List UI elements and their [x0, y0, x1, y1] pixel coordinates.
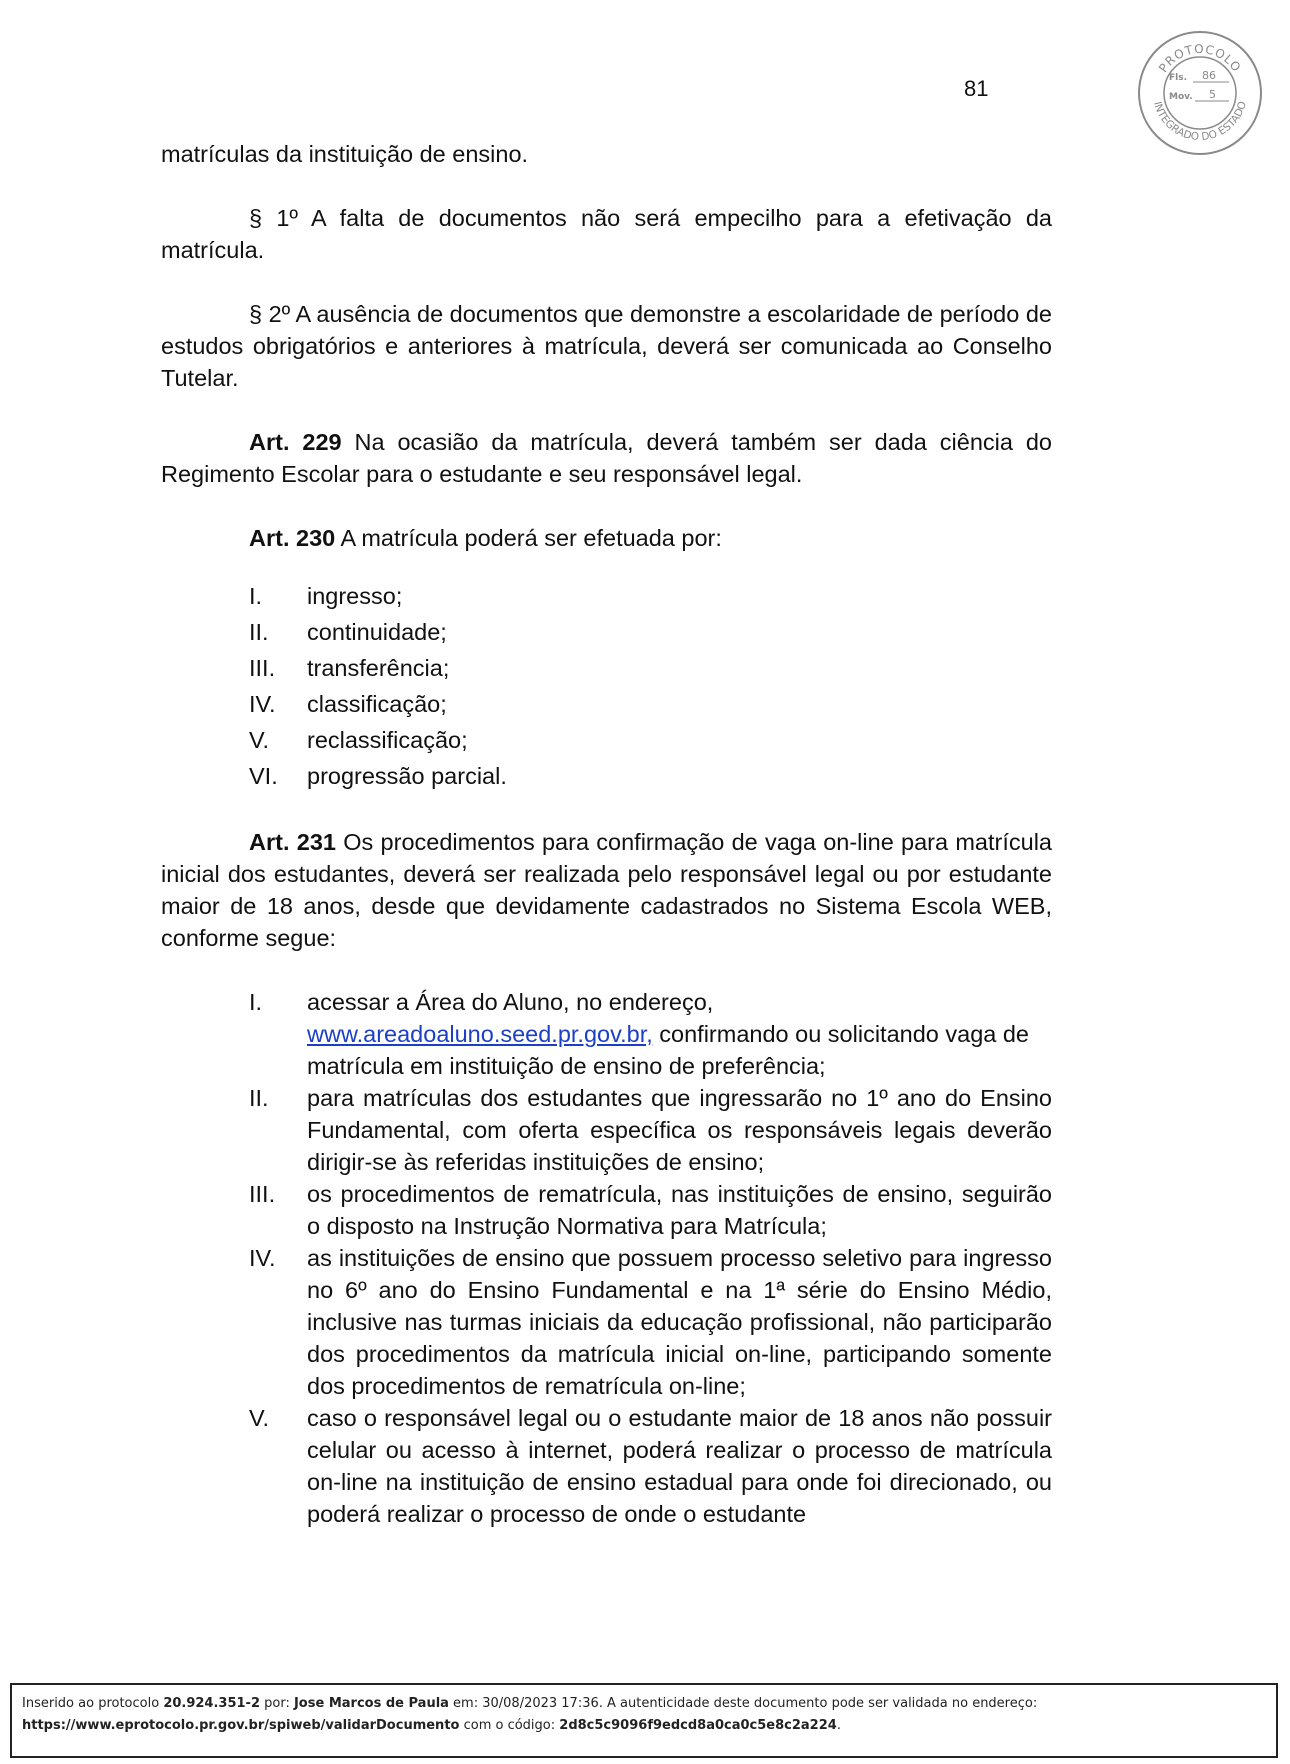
validation-code: 2d8c5c9096f9edcd8a0ca0c5e8c2a224 [559, 1718, 837, 1733]
article-230-text: A matrícula poderá ser efetuada por: [335, 525, 722, 551]
article-229-label: Art. 229 [249, 429, 342, 455]
stamp-mov-label: Mov. [1169, 92, 1193, 102]
list-item-text: para matrículas dos estudantes que ingressarão no 1º ano do Ensino Fundamental, com oferta específica os responsáveis legais deverão dirigir-se às referidas instituições de ensino; [307, 1085, 1052, 1175]
list-item-text: os procedimentos de rematrícula, nas instituições de ensino, seguirão o disposto na Instrução Normativa para Matrícula; [307, 1181, 1052, 1239]
list-item-number: VI. [249, 763, 278, 789]
paragraph-section-2: § 2º A ausência de documentos que demonstre a escolaridade de período de estudos obrigatórios e anteriores à matrícula, deverá ser comunicada ao Conselho Tutelar. [161, 301, 1052, 391]
stamp-fls-value: 86 [1202, 69, 1216, 82]
list-item [161, 650, 1052, 686]
stamp-mov-value: 5 [1209, 88, 1216, 101]
article-230 [161, 522, 1052, 554]
article-230-list [161, 578, 1052, 794]
stamp-fls-label: Fls. [1169, 73, 1188, 83]
stamp-bottom-text: INTEGRADO DO ESTADO [1151, 100, 1250, 144]
list-item-number: V. [249, 1405, 270, 1431]
list-item-text: as instituições de ensino que possuem processo seletivo para ingresso no 6º ano do Ensino Fundamental e na 1ª série do Ensino Médio, inclusive nas turmas iniciais da educação profissional, não participarão dos procedimentos da matrícula inicial on-line, participando somente dos procedimentos de rematrícula on-line; [307, 1245, 1052, 1399]
list-item-text: ingresso; [307, 583, 403, 609]
author-name: Jose Marcos de Paula [293, 1696, 449, 1711]
list-item [161, 1402, 1052, 1530]
list-item-number: III. [249, 655, 276, 681]
list-item [161, 758, 1052, 794]
list-item [161, 1242, 1052, 1402]
list-item-text: reclassificação; [307, 727, 468, 753]
paragraph-continuation: matrículas da instituição de ensino. [161, 141, 529, 167]
article-231-text: Os procedimentos para confirmação de vaga on-line para matrícula inicial dos estudantes, deverá ser realizada pelo responsável legal ou por estudante maior de 18 anos, desde que devidamente cadastrados no Sistema Escola WEB, conforme segue: [161, 829, 1052, 951]
paragraph-section-1: § 1º A falta de documentos não será empecilho para a efetivação da matrícula. [161, 205, 1052, 263]
list-item-text: classificação; [307, 691, 447, 717]
footer-line-2: https://www.eprotocolo.pr.gov.br/spiweb/validarDocumento com o código: 2d8c5c9096f9edcd8a0ca0c5e8c2a224. [22, 1718, 841, 1733]
list-item-text: acessar a Área do Aluno, no endereço, www.areadoaluno.seed.pr.gov.br, confirmando ou solicitando vaga de matrícula em instituição de ensino de preferência; [307, 989, 1030, 1079]
list-item-number: IV. [249, 1245, 276, 1271]
list-item-text: continuidade; [307, 619, 447, 645]
list-item-number: IV. [249, 691, 276, 717]
protocol-stamp [1137, 30, 1263, 156]
list-item-number: I. [249, 583, 263, 609]
list-item-text: transferência; [307, 655, 450, 681]
article-230-label: Art. 230 [249, 525, 336, 551]
list-item-number: II. [249, 619, 269, 645]
list-item-number: V. [249, 727, 270, 753]
stamp-top-text: PROTOCOLO [1156, 41, 1244, 75]
authentication-footer [10, 1683, 1278, 1758]
list-item-number: II. [249, 1085, 269, 1111]
area-do-aluno-link[interactable]: www.areadoaluno.seed.pr.gov.br, [307, 1021, 653, 1047]
article-229-text: Na ocasião da matrícula, deverá também ser dada ciência do Regimento Escolar para o estudante e seu responsável legal. [161, 429, 1052, 487]
article-229 [161, 426, 1052, 490]
page-number: 81 [964, 76, 989, 101]
article-231-label: Art. 231 [249, 829, 336, 855]
list-item [161, 686, 1052, 722]
list-item [161, 1082, 1052, 1178]
list-item-number: I. [249, 989, 263, 1015]
list-item [161, 722, 1052, 758]
list-item-text: caso o responsável legal ou o estudante maior de 18 anos não possuir celular ou acesso à internet, poderá realizar o processo de matrícula on-line na instituição de ensino estadual para onde foi direcionado, ou poderá realizar o processo de onde o estudante [307, 1405, 1052, 1527]
article-231-list [161, 986, 1052, 1530]
list-item [161, 614, 1052, 650]
list-item [161, 1178, 1052, 1242]
validation-url[interactable]: https://www.eprotocolo.pr.gov.br/spiweb/validarDocumento [22, 1718, 460, 1733]
list-item [161, 578, 1052, 614]
footer-line-1: Inserido ao protocolo 20.924.351-2 por: Jose Marcos de Paula em: 30/08/2023 17:36. A autenticidade deste documento pode ser validada no endereço: [22, 1696, 1038, 1711]
protocol-number: 20.924.351-2 [163, 1696, 260, 1711]
list-item [161, 986, 1052, 1082]
document-body [161, 138, 1052, 1530]
list-item-number: III. [249, 1181, 276, 1207]
article-231 [161, 826, 1052, 954]
list-item-text: progressão parcial. [307, 763, 507, 789]
